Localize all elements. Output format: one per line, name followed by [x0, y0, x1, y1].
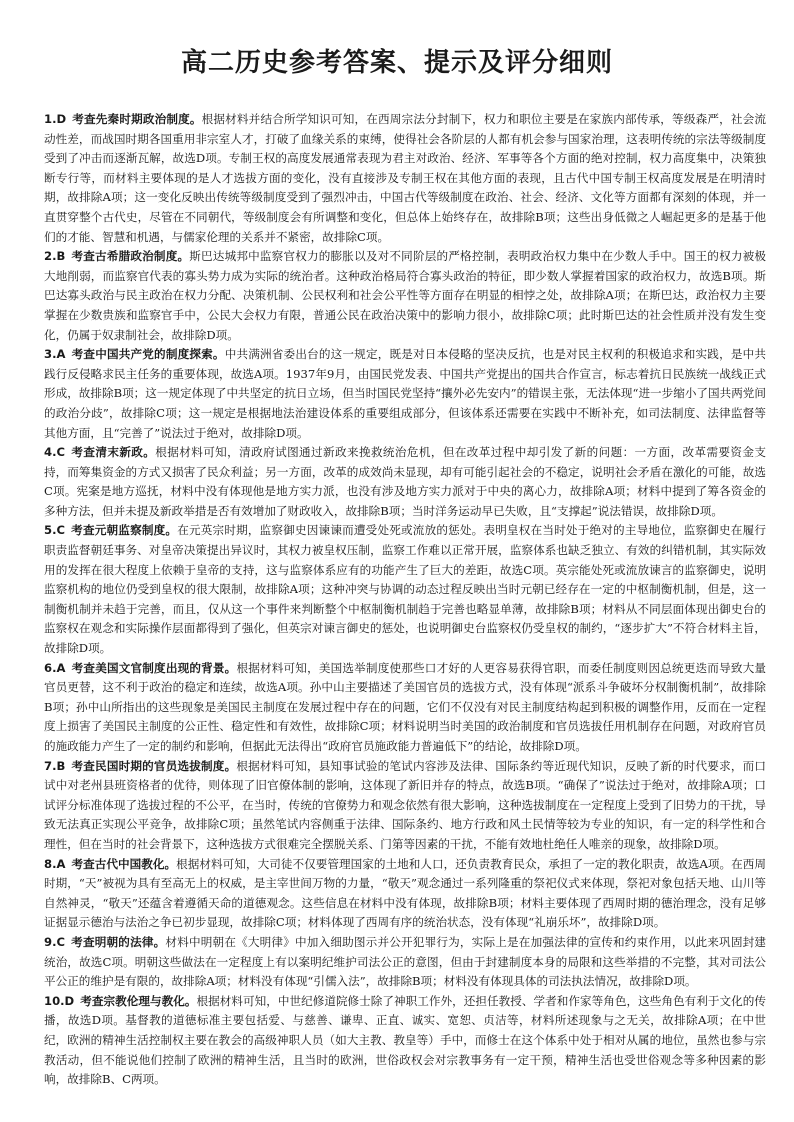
- item-explanation: 根据材料可知，美国选举制度使那些口才好的人更容易获得官职，而委任制度则因总统更迭而导致大量官员更替，这不利于政治的稳定和连续，故选A项。孙中山主要描述了美国官员的选拔方式，没有体现“派系斗争破坏分权制衡机制”，故排除B项；孙中山所指出的这些现象是美国民主制度在发展过程中存在的问题，它们不仅没有对民主制度结构起到积极的调整作用，反而在一定程度上损害了美国民主制度的公正性、稳定性和有效性，故排除C项；材料说明当时美国的政治制度和官员选拔任用机制存在问题，对政府官员的施政能力产生了一定的制约和影响，但据此无法得出“政府官员施政能力普遍低下”的结论，故排除D项。: [44, 660, 766, 753]
- answer-list: [42, 110, 766, 1090]
- item-explanation: 中共满洲省委出台的这一规定，既是对日本侵略的坚决反抗，也是对民主权利的积极追求和实践，是中共践行反侵略求民主任务的重要体现，故选A项。1937年9月，由国民党发表、中国共产党提出的国共合作宣言，标志着抗日民族统一战线正式形成，故排除B项；这一规定体现了中共坚定的抗日立场，但当时国民党坚持“攘外必先安内”的错误主张，无法体现“进一步缩小了国共两党间的政治分歧”，故排除C项；这一规定是根据地法治建设体系的重要组成部分，但该体系还需要在实践中不断补充，如司法制度、法律监督等其他方面，且“完善了”说法过于绝对，故排除D项。: [44, 347, 766, 440]
- page-title: 高二历史参考答案、提示及评分细则: [180, 48, 613, 78]
- item-answer: A: [56, 856, 66, 871]
- answer-item-8: [42, 855, 766, 933]
- item-number: 1.: [44, 112, 57, 126]
- answer-item-1: [42, 110, 766, 247]
- item-number: 4.: [44, 445, 57, 460]
- answer-item-10: [42, 992, 766, 1090]
- item-topic: 考查古代中国教化。: [71, 856, 177, 871]
- item-explanation: 根据材料可知，县知事试验的笔试内容涉及法律、国际条约等近现代知识，反映了新的时代要求，而口试中对老州县班资格者的优待，则体现了旧官僚体制的影响，这体现了新旧并存的特点，故选B项。“确保了”说法过于绝对，故排除A项；口试评分标准体现了选拔过程的不公平，在当时，传统的官僚势力和观念依然有很大影响，这种选拔制度在一定程度上受到了旧势力的干扰，导致无法真正实现公平竞争，故排除C项；虽然笔试内容侧重于法律、国际条约、地方行政和风土民情等较为专业的知识，有一定的科学性和合理性，但在当时的社会背景下，这种选拔方式很难完全摆脱关系、门第等因素的干扰，不能有效地杜绝任人唯亲的现象，故排除D项。: [44, 758, 766, 851]
- item-number: 3.: [44, 347, 57, 362]
- answer-item-2: [42, 247, 766, 345]
- answer-item-5: [42, 521, 766, 658]
- item-number: 8.: [44, 856, 57, 871]
- item-topic: 考查美国文官制度出现的背景。: [71, 660, 237, 675]
- item-answer: B: [56, 758, 66, 773]
- item-topic: 考查中国共产党的制度探索。: [71, 347, 225, 362]
- item-explanation: 在元英宗时期，监察御史因谏谏而遭受处死或流放的惩处。表明皇权在当时处于绝对的主导地位，监察御史在履行职责监督朝廷事务、对皇帝决策提出异议时，其权力被皇权压制，监察工作难以正常开展，监察体系也缺乏独立、有效的纠错机制，其实际效用的发挥在很大程度上依赖于皇帝的支持，这与监察体系应有的功能产生了巨大的差距，故选C项。英宗能处死或流放谏言的监察御史，说明监察机构的地位仍受到皇权的很大限制，故排除A项；这种冲突与协调的动态过程反映出当时元朝已经存在一定的中枢制衡机制，但是，这一制衡机制并未趋于完善，而且，仅从这一个事件来判断整个中枢制衡机制趋于完善也略显单薄，故排除B项；材料从不同层面体现出御史台的监察权在观念和实际操作层面都得到了强化，但英宗对谏言御史的惩处，也说明御史台监察权仍受皇权的制约，“逐步扩大”不符合材料主旨，故排除D项。: [44, 523, 766, 656]
- answer-item-4: [42, 443, 766, 521]
- answer-item-6: [42, 659, 766, 757]
- item-explanation: 根据材料可知，清政府试图通过新政来挽救统治危机，但在改革过程中却引发了新的问题：一方面，改革需要资金支持，而筹集资金的方式又损害了民众利益；另一方面，改革的成效尚未显现，却有可能引起社会的不稳定，说明社会矛盾在激化的可能，故选C项。宪案是地方巡抚，材料中没有体现他是地方实力派，也没有涉及地方实力派对于中央的离心力，故排除A项；材料中提到了筹各资金的多种方法，但并未提及新政举措是否有效增加了财政收入，故排除B项；当时洋务运动早已失败，且“支撑起”说法错误，故排除D项。: [44, 445, 766, 518]
- item-topic: 考查古希腊政治制度。: [71, 249, 190, 264]
- item-number: 5.: [44, 523, 57, 538]
- answer-item-7: [42, 757, 766, 855]
- item-topic: 考查先秦时期政治制度。: [72, 112, 202, 126]
- item-answer: D: [56, 112, 67, 126]
- item-number: 9.: [44, 934, 57, 949]
- item-answer: C: [56, 445, 65, 460]
- answer-item-9: [42, 933, 766, 992]
- item-answer: B: [56, 249, 66, 264]
- item-topic: 考查明朝的法律。: [71, 934, 166, 949]
- item-number: 2.: [44, 249, 57, 264]
- item-explanation: 根据材料并结合所学知识可知，在西周宗法分封制下，权力和职位主要是在家族内部传承，等级森严，社会流动性差，而战国时期各国重用非宗室人才，打破了血缘关系的束缚，使得社会各阶层的人都有机会参与国家治理，这表明传统的宗法等级制度受到了冲击而逐渐瓦解，故选D项。专制王权的高度发展通常表现为君主对政治、经济、军事等各个方面的绝对控制，权力高度集中，决策独断专行等，而材料主要体现的是人才选拔方面的变化，没有直接涉及专制王权在其他方面的表现，且古代中国专制王权高度发展是在明清时期，故排除A项；这一变化反映出传统等级制度受到了强烈冲击，中国古代等级制度在政治、社会、经济、文化等方面都有深刻的体现，并一直贯穿整个古代史，尽管在不同朝代，等级制度会有所调整和变化，但总体上始终存在，故排除B项；这些出身低微之人崛起更多的是基于他们的才能、智慧和机遇，与儒家伦理的关系并不紧密，故排除C项。: [44, 112, 766, 244]
- item-topic: 考查元朝监察制度。: [71, 523, 178, 538]
- item-number: 6.: [44, 660, 57, 675]
- item-explanation: 斯巴达城邦中监察官权力的膨胀以及对不同阶层的严格控制，表明政治权力集中在少数人手中。国王的权力被极大地削弱，而监察官代表的寡头势力成为实际的统治者。这种政治格局符合寡头政治的特征，即少数人掌握着国家的政治权力，故选B项。斯巴达寡头政治与民主政治在权力分配、决策机制、公民权利和社会公平性等方面存在明显的相悖之处，故排除A项；在斯巴达，政治权力主要掌握在少数贵族和监察官手中，公民大会权力有限，普通公民在政治决策中的影响力很小，故排除C项；此时斯巴达的社会性质并没有发生变化，仍属于奴隶制社会，故排除D项。: [44, 249, 766, 342]
- item-explanation: 根据材料可知，大司徒不仅要管理国家的土地和人口，还负责教育民众，承担了一定的教化职责，故选A项。在西周时期，“天”被视为具有至高无上的权威，是主宰世间万物的力量，“敬天”观念通过一系列隆重的祭祀仪式来体现，祭祀对象包括天地、山川等自然神灵，“敬天”还蕴含着遵循天命的道德观念。这些信息在材料中没有体现，故排除B项；材料主要体现了西周时期的德治理念，没有足够证据显示德治与法治之争已初步显现，故排除C项；材料体现了西周有序的统治状态，没有体现“礼崩乐坏”，故排除D项。: [44, 856, 766, 930]
- item-number: 10.: [44, 993, 65, 1008]
- item-topic: 考查清末新政。: [71, 445, 156, 460]
- item-answer: C: [56, 523, 65, 538]
- item-explanation: 根据材料可知，中世纪修道院修士除了神职工作外，还担任教授、学者和作家等角色，这些角色有利于文化的传播，故选D项。基督教的道德标准主要包括爱、与慈善、谦卑、正直、诚实、宽恕、贞洁等，材料所述现象与之无关，故排除A项；在中世纪，欧洲的精神生活控制权主要在教会的高级神职人员（如大主教、教皇等）手中，而修士在这个体系中处于相对从属的地位，虽然也参与宗教活动，但不能说他们控制了欧洲的精神生活，且当时的欧洲，世俗政权会对宗教事务有一定干预，精神生活也受世俗观念等多种因素的影响，故排除B、C两项。: [44, 993, 766, 1087]
- item-topic: 考查民国时期的官员选拔制度。: [71, 758, 237, 773]
- item-answer: C: [56, 934, 65, 949]
- item-answer: A: [56, 660, 66, 675]
- item-explanation: 材料中明朝在《大明律》中加入细助图示并公开犯罪行为，实际上是在加强法律的宣传和约束作用，以此来巩固封建统治，故选C项。明朝这些做法在一定程度上有以案明纪维护司法公正的意图，但由于封建制度本身的局限和这些举措的不完整，其对司法公平公正的维护是有限的，故排除A项；材料没有体现“引儒入法”，故排除B项；材料没有体现具体的司法执法情况，故排除D项。: [44, 934, 766, 989]
- item-answer: A: [56, 347, 66, 362]
- item-answer: D: [64, 993, 75, 1008]
- item-number: 7.: [44, 758, 57, 773]
- answer-item-3: [42, 345, 766, 443]
- item-topic: 考查宗教伦理与教化。: [80, 993, 197, 1008]
